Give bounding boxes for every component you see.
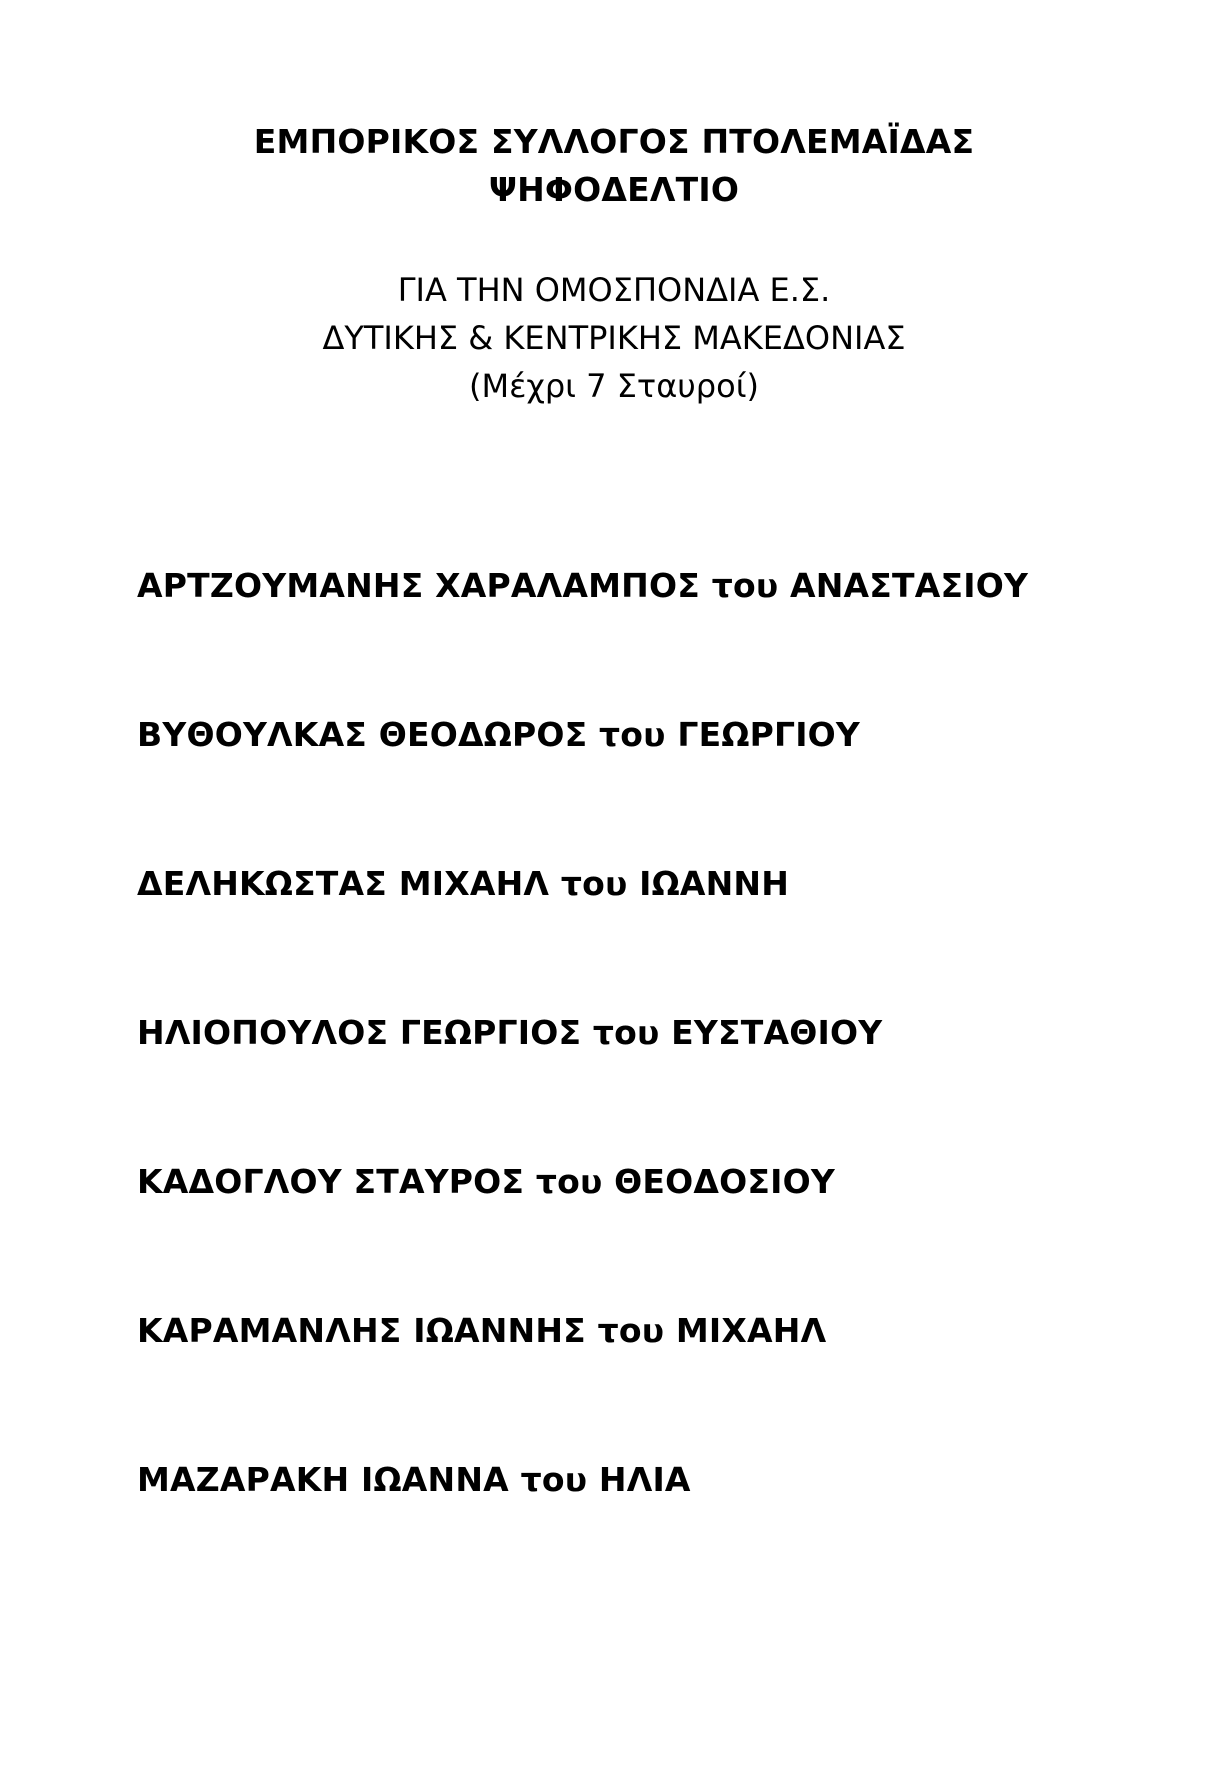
vote-limit-note: (Μέχρι 7 Σταυροί) xyxy=(468,367,759,405)
candidate-name: ΚΑΡΑΜΑΝΛΗΣ ΙΩΑΝΝΗΣ του ΜΙΧΑΗΛ xyxy=(137,1311,827,1350)
candidate-name: ΑΡΤΖΟΥΜΑΝΗΣ ΧΑΡΑΛΑΜΠΟΣ του ΑΝΑΣΤΑΣΙΟΥ xyxy=(137,566,1029,605)
ballot-subtitle-block xyxy=(0,266,1228,410)
federation-line: ΓΙΑ ΤΗΝ ΟΜΟΣΠΟΝΔΙΑ Ε.Σ. xyxy=(397,271,831,309)
ballot-title-block xyxy=(0,118,1228,214)
candidate-name: ΚΑΔΟΓΛΟΥ ΣΤΑΥΡΟΣ του ΘΕΟΔΟΣΙΟΥ xyxy=(137,1162,835,1201)
association-name: ΕΜΠΟΡΙΚΟΣ ΣΥΛΛΟΓΟΣ ΠΤΟΛΕΜΑΪΔΑΣ xyxy=(253,122,975,161)
candidate-list xyxy=(137,562,1187,1605)
candidate-name: ΗΛΙΟΠΟΥΛΟΣ ΓΕΩΡΓΙΟΣ του ΕΥΣΤΑΘΙΟΥ xyxy=(137,1013,883,1052)
candidate-name: ΒΥΘΟΥΛΚΑΣ ΘΕΟΔΩΡΟΣ του ΓΕΩΡΓΙΟΥ xyxy=(137,715,861,754)
region-line: ΔΥΤΙΚΗΣ & ΚΕΝΤΡΙΚΗΣ ΜΑΚΕΔΟΝΙΑΣ xyxy=(322,319,906,357)
document-type: ΨΗΦΟΔΕΛΤΙΟ xyxy=(488,170,740,209)
candidate-name: ΜΑΖΑΡΑΚΗ ΙΩΑΝΝΑ του ΗΛΙΑ xyxy=(137,1460,691,1499)
candidate-name: ΔΕΛΗΚΩΣΤΑΣ ΜΙΧΑΗΛ του ΙΩΑΝΝΗ xyxy=(137,864,790,903)
